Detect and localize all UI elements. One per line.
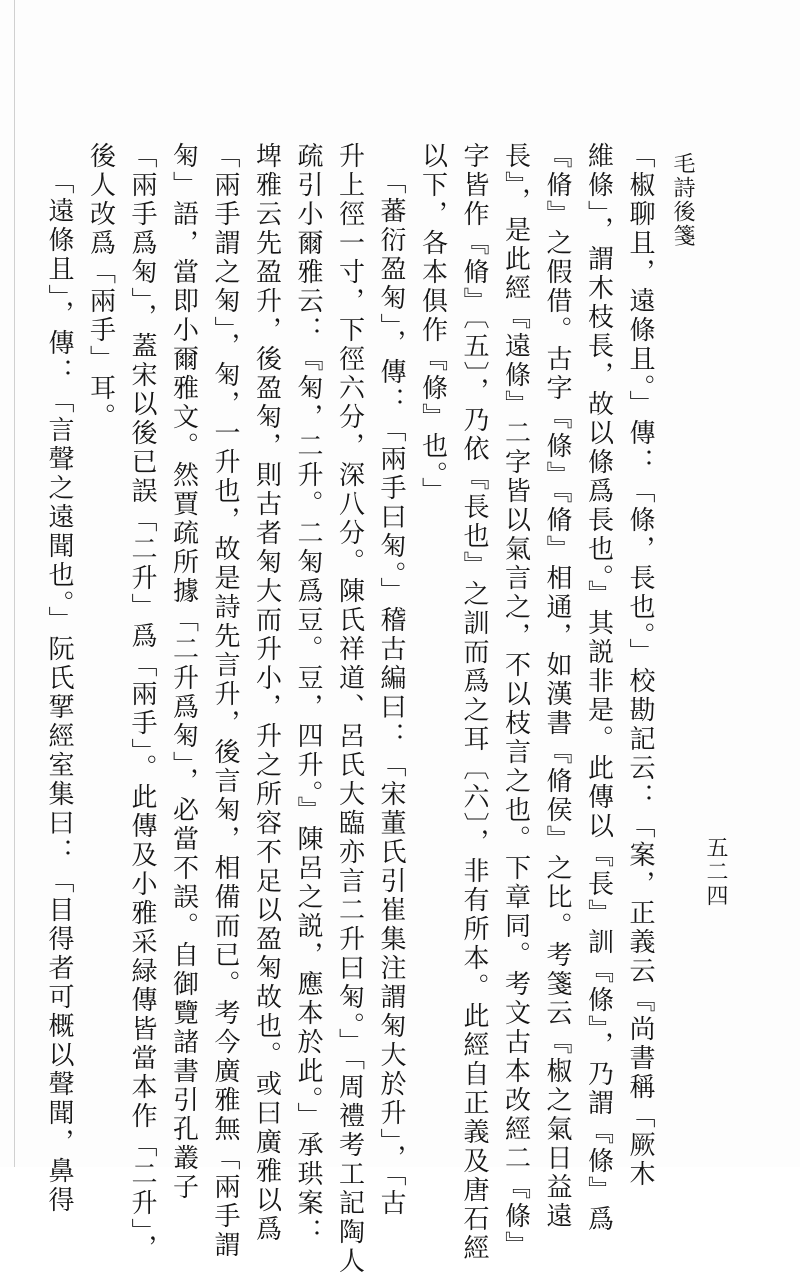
text-column: 以下，各本俱作『條』也。」 <box>417 142 448 506</box>
text-column: 匊」語，當即小爾雅文。然賈疏所據「二升爲匊」，必當不誤。自御覽諸書引孔叢子 <box>168 142 199 1202</box>
text-column: 『脩』之假借。古字『條』『脩』相通，如漢書『脩侯』之比。考箋云『椒之氣日益遠 <box>542 142 572 1231</box>
page-edge-rule <box>14 0 15 1167</box>
text-column: 「兩手爲匊」，蓋宋以後已誤「二升」爲「兩手」。此傳及小雅采緑傳皆當本作「二升」， <box>127 142 157 1263</box>
text-column: 埤雅云先盈升，後盈匊，則古者匊大而升小，升之所容不足以盈匊故也。或曰廣雅以爲 <box>251 142 282 1244</box>
text-column: 「椒聊且，遠條且。」傳：「條，長也。」校勘記云：「案，正義云『尚書稱「厥木 <box>625 142 655 1189</box>
running-title: 毛詩後箋 <box>670 152 695 248</box>
text-column: 升上徑一寸，下徑六分，深八分。陳氏祥道、呂氏大臨亦言二升曰匊。」「周禮考工記陶人 <box>334 142 365 1276</box>
body-text <box>38 142 661 1276</box>
text-column: 疏引小爾雅云：『匊，二升。二匊爲豆。豆，四升。』陳呂之説，應本於此。」承珙案： <box>293 142 323 1247</box>
page-number: 五二四 <box>703 836 728 908</box>
text-column: 長』，是此經『遠條』二字皆以氣言之，不以枝言之也。下章同。考文古本改經二『條』 <box>500 142 531 1260</box>
text-column: 「兩手謂之匊」，匊，一升也，故是詩先言升，後言匊，相備而已。考今廣雅無「兩手謂 <box>210 142 240 1260</box>
text-column: 字皆作『脩』〔五〕，乃依『長也』之訓而爲之耳〔六〕，非有所本。此經自正義及唐石經 <box>459 142 489 1263</box>
text-column: 後人改爲「兩手」耳。 <box>85 142 116 432</box>
text-column: 維條」，謂木枝長，故以條爲長也。』其説非是。此傳以『長』訓『條』，乃謂『條』爲 <box>583 142 614 1234</box>
text-column: 「蕃衍盈匊」，傳：「兩手曰匊。」稽古編曰：「宋董氏引崔集注謂匊大於升」，「古 <box>376 168 406 1218</box>
text-column: 「遠條且」，傳：「言聲之遠聞也。」阮氏揅經室集曰：「目得者可概以聲聞，鼻得 <box>44 168 74 1215</box>
